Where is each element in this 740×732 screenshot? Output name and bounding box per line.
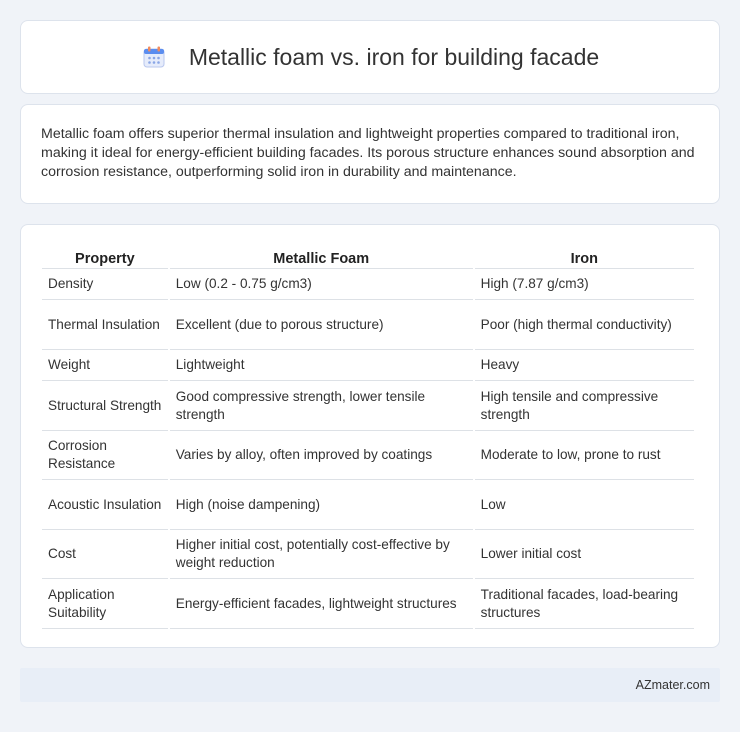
- property-cell: Thermal Insulation: [42, 300, 168, 350]
- iron-cell: Lower initial cost: [475, 530, 694, 579]
- iron-cell: Low: [475, 480, 694, 530]
- iron-cell: Moderate to low, prone to rust: [475, 431, 694, 480]
- metallic-foam-cell: Low (0.2 - 0.75 g/cm3): [170, 269, 473, 300]
- iron-cell: Traditional facades, load-bearing structures: [475, 579, 694, 629]
- metallic-foam-cell: Lightweight: [170, 350, 473, 381]
- table-row: [42, 300, 694, 350]
- table-row: [42, 381, 694, 431]
- table-row: [42, 431, 694, 480]
- metallic-foam-cell: High (noise dampening): [170, 480, 473, 530]
- header-metallic-foam: Metallic Foam: [170, 245, 473, 269]
- property-cell: Density: [42, 269, 168, 300]
- metallic-foam-cell: Excellent (due to porous structure): [170, 300, 473, 350]
- iron-cell: Poor (high thermal conductivity): [475, 300, 694, 350]
- comparison-table: [40, 245, 696, 629]
- table-header-row: [42, 245, 694, 269]
- table-row: [42, 530, 694, 579]
- footer: [20, 668, 720, 702]
- iron-cell: Heavy: [475, 350, 694, 381]
- header-property: Property: [42, 245, 168, 269]
- footer-source: AZmater.com: [635, 678, 710, 692]
- iron-cell: High tensile and compressive strength: [475, 381, 694, 431]
- property-cell: Structural Strength: [42, 381, 168, 431]
- iron-cell: High (7.87 g/cm3): [475, 269, 694, 300]
- property-cell: Application Suitability: [42, 579, 168, 629]
- intro-text: Metallic foam offers superior thermal insulation and lightweight properties compared to traditional iron, making it ideal for energy-efficient building facades. Its porous structure enhances sound absorption and corrosion resistance, outperforming solid iron in durability and maintenance.: [41, 126, 695, 180]
- table-row: [42, 579, 694, 629]
- property-cell: Cost: [42, 530, 168, 579]
- comparison-table-card: [20, 224, 720, 648]
- metallic-foam-cell: Varies by alloy, often improved by coatings: [170, 431, 473, 480]
- metallic-foam-cell: Higher initial cost, potentially cost-effective by weight reduction: [170, 530, 473, 579]
- header-iron: Iron: [475, 245, 694, 269]
- property-cell: Weight: [42, 350, 168, 381]
- metallic-foam-cell: Energy-efficient facades, lightweight structures: [170, 579, 473, 629]
- calendar-icon: [141, 44, 167, 70]
- intro-card: [20, 104, 720, 204]
- table-row: [42, 269, 694, 300]
- table-row: [42, 480, 694, 530]
- page-title: Metallic foam vs. iron for building facade: [188, 43, 600, 70]
- table-row: [42, 350, 694, 381]
- title-card: [20, 20, 720, 94]
- property-cell: Acoustic Insulation: [42, 480, 168, 530]
- property-cell: Corrosion Resistance: [42, 431, 168, 480]
- metallic-foam-cell: Good compressive strength, lower tensile strength: [170, 381, 473, 431]
